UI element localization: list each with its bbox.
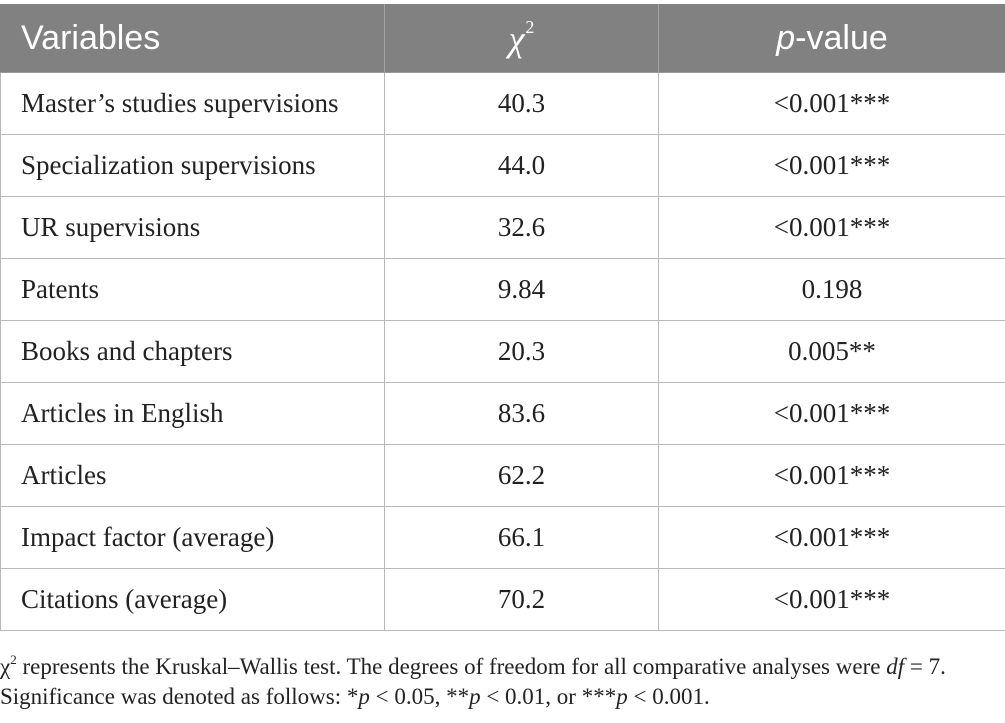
footnote-text-3: < 0.05, ** [369, 684, 470, 709]
cell-variable: Citations (average) [1, 569, 385, 631]
cell-chi-square: 20.3 [385, 321, 659, 383]
cell-variable: Patents [1, 259, 385, 321]
table-row [1, 321, 1005, 383]
table-header [1, 5, 1005, 73]
table-row [1, 507, 1005, 569]
cell-chi-square: 44.0 [385, 135, 659, 197]
table-row [1, 383, 1005, 445]
header-chi-square [385, 5, 659, 73]
footnote-p-1: p [358, 684, 370, 709]
header-p-rest: -value [795, 19, 888, 57]
footnote-text-2: = 7. Significance was denoted as follows: * [0, 654, 946, 709]
cell-p-value: 0.005** [659, 321, 1005, 383]
table-row [1, 197, 1005, 259]
cell-variable: Master’s studies supervisions [1, 73, 385, 135]
cell-p-value: <0.001*** [659, 569, 1005, 631]
table-body [1, 73, 1005, 631]
table-row [1, 73, 1005, 135]
header-p-value [659, 5, 1005, 73]
cell-p-value: <0.001*** [659, 73, 1005, 135]
cell-variable: Articles [1, 445, 385, 507]
table-footnote [0, 645, 1000, 712]
header-row [1, 5, 1005, 73]
table-row [1, 259, 1005, 321]
cell-chi-square: 62.2 [385, 445, 659, 507]
cell-chi-square: 66.1 [385, 507, 659, 569]
cell-variable: Specialization supervisions [1, 135, 385, 197]
cell-variable: Articles in English [1, 383, 385, 445]
cell-chi-square: 9.84 [385, 259, 659, 321]
results-table-container [0, 4, 1005, 631]
kruskal-wallis-table [0, 4, 1005, 631]
header-variables: Variables [1, 5, 385, 73]
table-row [1, 445, 1005, 507]
cell-chi-square: 40.3 [385, 73, 659, 135]
table-row [1, 569, 1005, 631]
footnote-text-4: < 0.01, or *** [480, 684, 617, 709]
cell-chi-square: 70.2 [385, 569, 659, 631]
cell-p-value: <0.001*** [659, 383, 1005, 445]
header-p-letter: p [776, 19, 796, 57]
footnote-p-3: p [616, 684, 628, 709]
table-row [1, 135, 1005, 197]
cell-p-value: <0.001*** [659, 507, 1005, 569]
footnote-df: df [886, 654, 905, 679]
chi-superscript: 2 [525, 17, 535, 37]
footnote-text-1: represents the Kruskal–Wallis test. The degrees of freedom for all comparative analyses were [16, 654, 887, 679]
cell-p-value: <0.001*** [659, 197, 1005, 259]
cell-variable: Impact factor (average) [1, 507, 385, 569]
cell-variable: UR supervisions [1, 197, 385, 259]
cell-variable: Books and chapters [1, 321, 385, 383]
chi-symbol: χ [508, 19, 525, 59]
footnote-chi-symbol: χ [0, 654, 11, 679]
cell-p-value: <0.001*** [659, 135, 1005, 197]
footnote-p-2: p [469, 684, 481, 709]
cell-chi-square: 32.6 [385, 197, 659, 259]
cell-p-value: <0.001*** [659, 445, 1005, 507]
cell-p-value: 0.198 [659, 259, 1005, 321]
cell-chi-square: 83.6 [385, 383, 659, 445]
footnote-chi-superscript: 2 [10, 652, 17, 667]
footnote-text-5: < 0.001. [627, 684, 710, 709]
